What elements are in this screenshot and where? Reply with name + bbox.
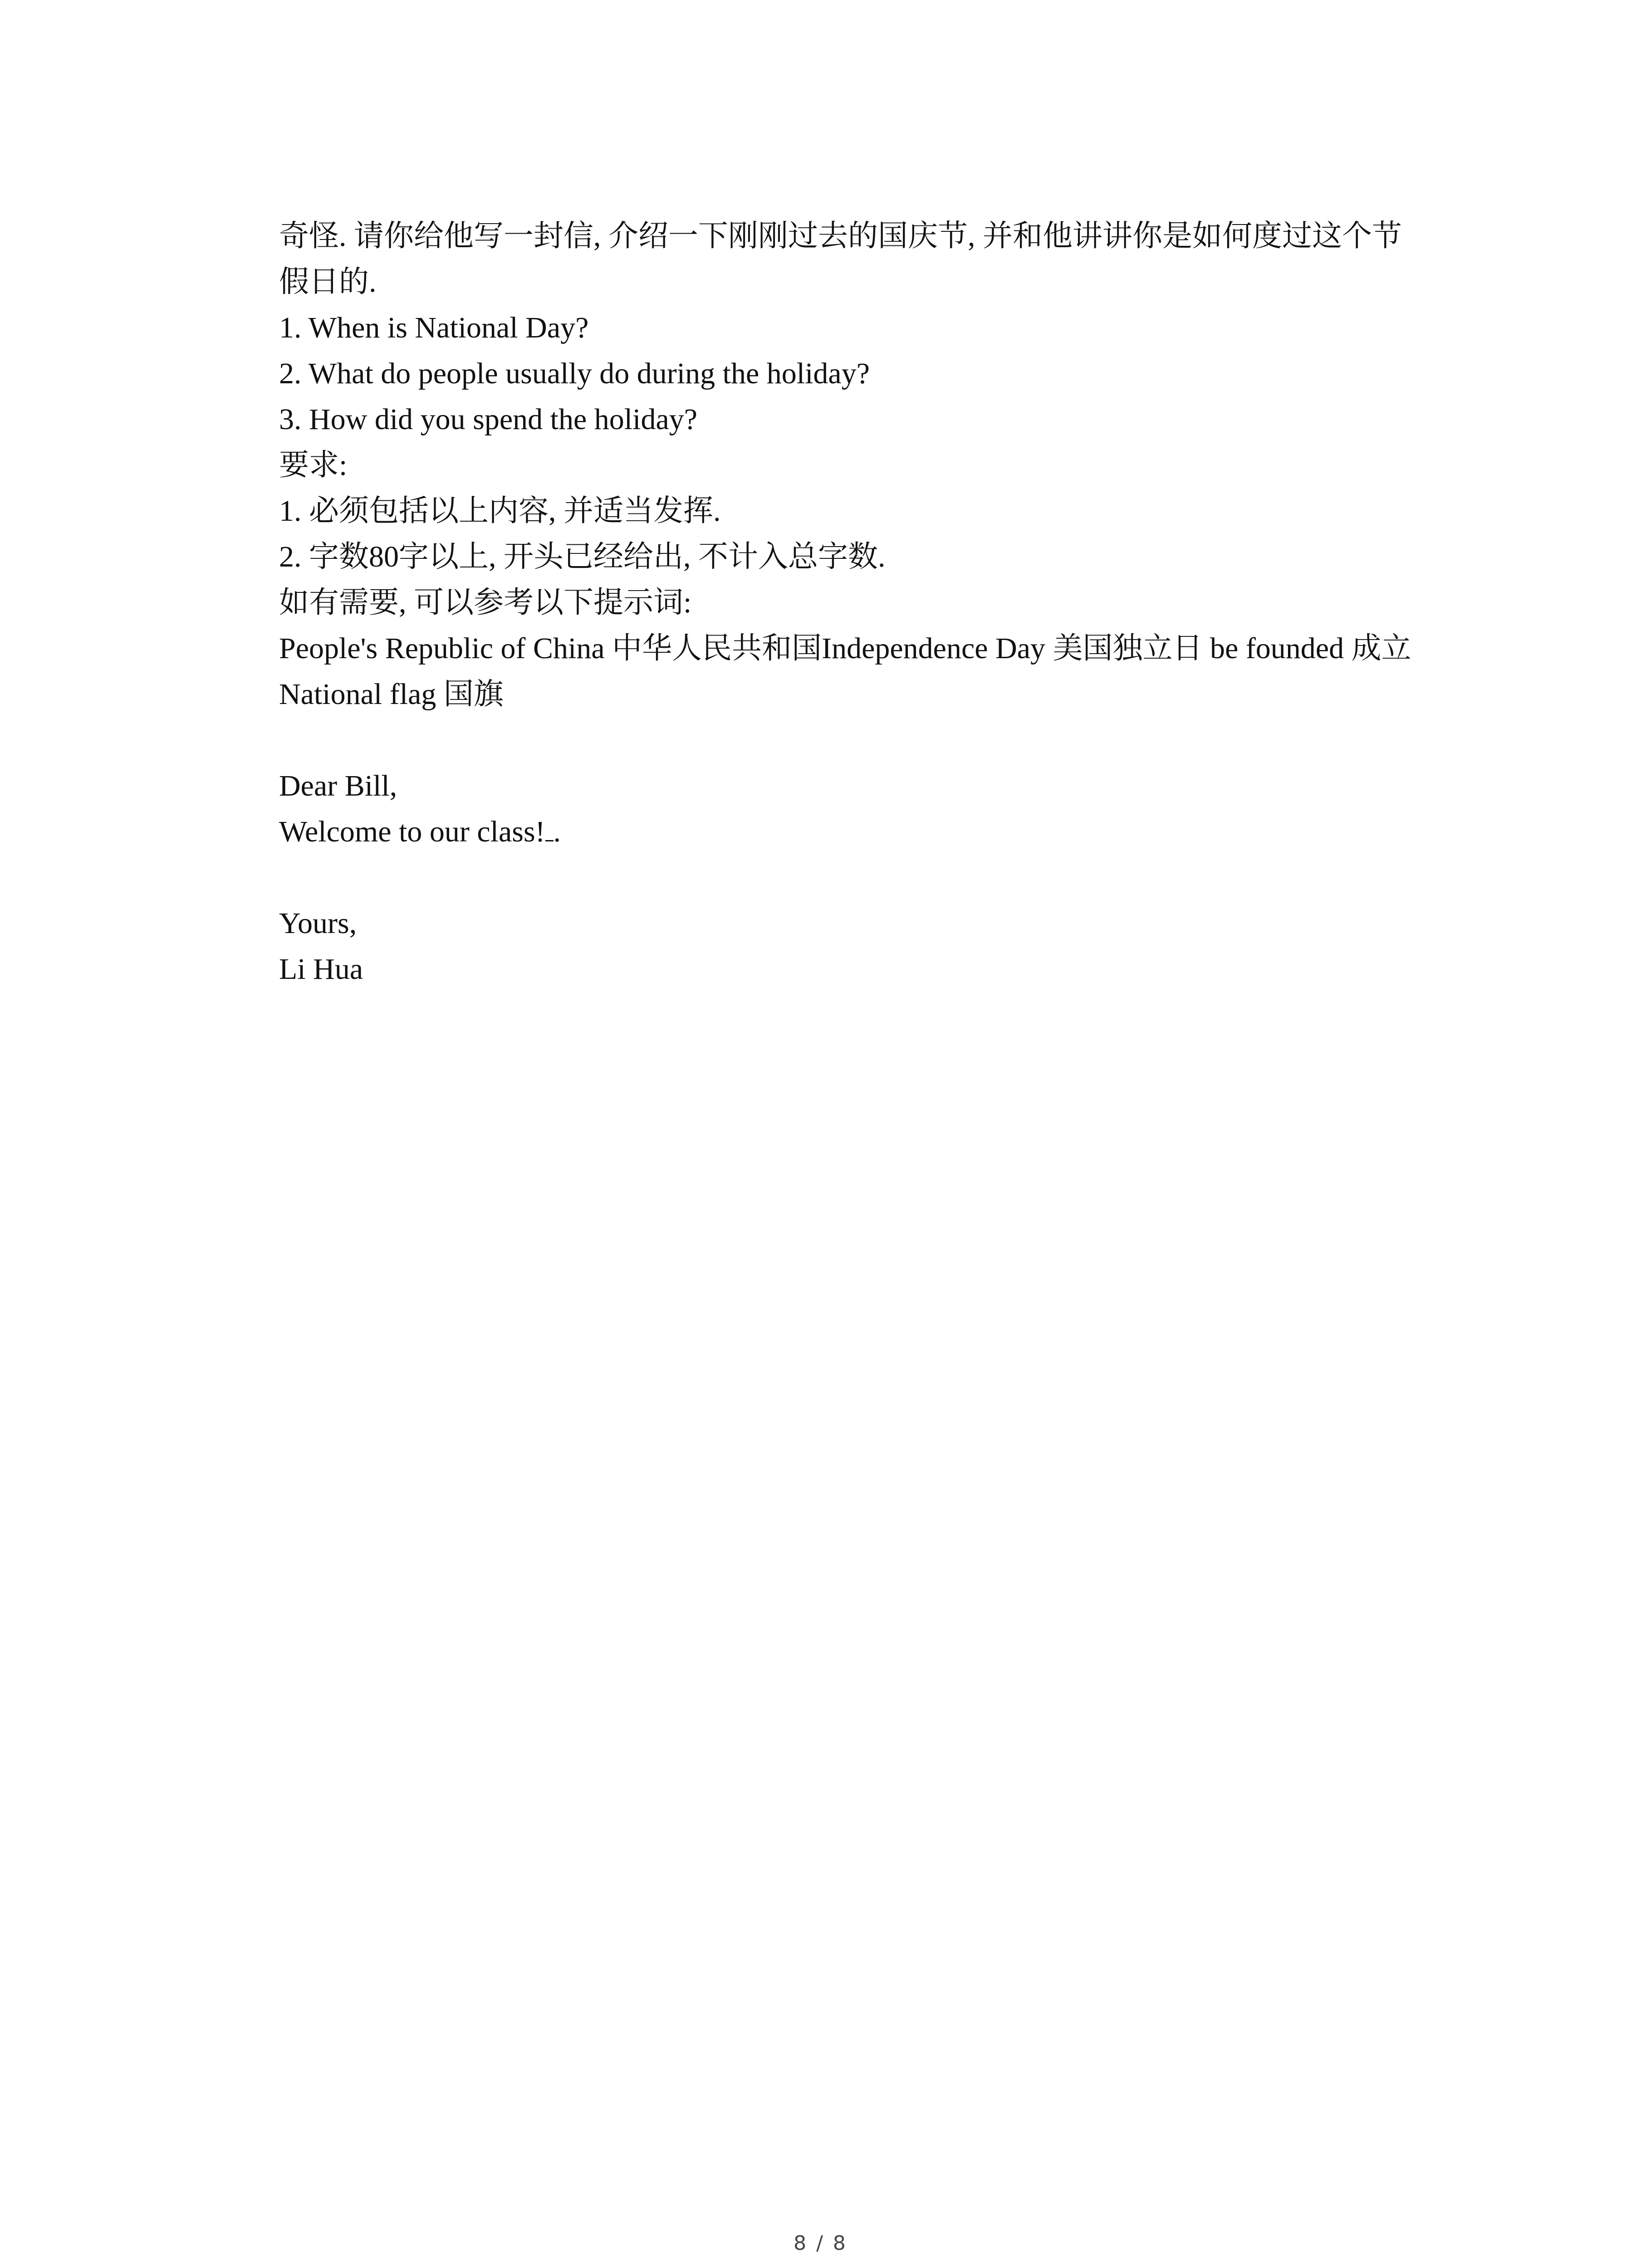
- intro-line-1: 奇怪. 请你给他写一封信, 介绍一下刚刚过去的国庆节, 并和他讲讲你是如何度过这个节: [279, 220, 1402, 253]
- hint-line-1: People's Republic of China 中华人民共和国Independence Day 美国独立日 be founded 成立: [279, 632, 1411, 665]
- intro-line-2: 假日的.: [279, 265, 377, 298]
- spacer: [279, 717, 1450, 763]
- letter-closing: Yours,: [279, 907, 357, 940]
- question-3: 3. How did you spend the holiday?: [279, 403, 698, 436]
- question-2: 2. What do people usually do during the holiday?: [279, 357, 870, 390]
- letter-opening: [279, 809, 1450, 855]
- letter-opening-end: .: [553, 815, 561, 848]
- writing-blank: [545, 815, 554, 841]
- page-content: [279, 213, 1450, 992]
- letter-opening-text: Welcome to our class!: [279, 815, 545, 848]
- requirement-1: 1. 必须包括以上内容, 并适当发挥.: [279, 494, 721, 528]
- spacer: [279, 855, 1450, 900]
- page-number: 8 / 8: [794, 2232, 847, 2255]
- hint-heading: 如有需要, 可以参考以下提示词:: [279, 586, 692, 619]
- letter-signature: Li Hua: [279, 953, 363, 986]
- hint-line-2: National flag 国旗: [279, 678, 504, 711]
- requirements-heading: 要求:: [279, 449, 348, 482]
- question-1: 1. When is National Day?: [279, 311, 589, 344]
- letter-salutation: Dear Bill,: [279, 769, 397, 802]
- requirement-2: 2. 字数80字以上, 开头已经给出, 不计入总字数.: [279, 540, 886, 573]
